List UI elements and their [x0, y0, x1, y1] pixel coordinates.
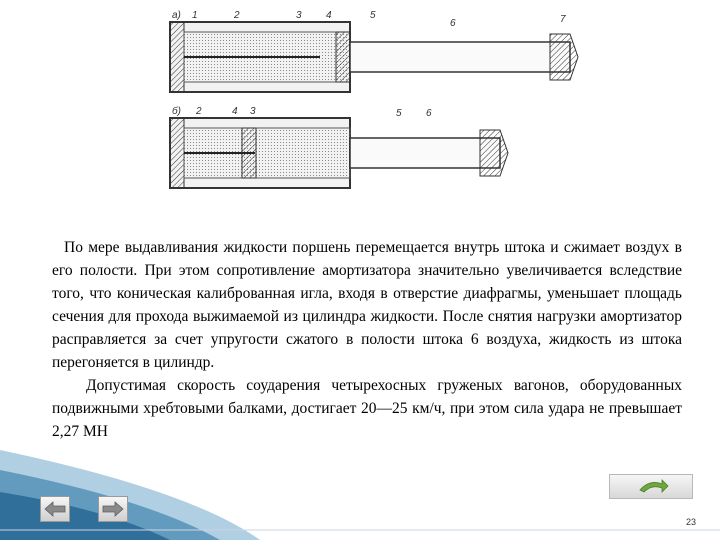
back-button[interactable] — [40, 496, 70, 522]
rod-b — [350, 138, 500, 168]
return-arrow-icon — [610, 475, 692, 498]
rod-a — [350, 42, 570, 72]
view-a — [170, 10, 578, 92]
piston-b — [242, 128, 256, 178]
cylinder-end-a — [170, 22, 184, 92]
label-b-6: 6 — [426, 108, 432, 119]
label-a-5: 5 — [370, 10, 376, 21]
label-a-4: 4 — [326, 10, 332, 21]
shock-absorber-diagram — [150, 0, 590, 210]
label-a-2: 2 — [234, 10, 240, 21]
label-b-4: 4 — [232, 106, 238, 117]
body-text — [52, 236, 682, 443]
label-a-6: 6 — [450, 18, 456, 29]
label-a-7: 7 — [560, 14, 566, 25]
label-a-3: 3 — [296, 10, 302, 21]
page-number: 23 — [685, 517, 696, 527]
arrow-left-icon — [41, 497, 69, 521]
label-b-2: 2 — [196, 106, 202, 117]
label-b-3: 3 — [250, 106, 256, 117]
arrow-right-icon — [99, 497, 127, 521]
label-b: б) — [172, 106, 181, 117]
return-button[interactable] — [609, 474, 693, 499]
label-a-1: 1 — [192, 10, 198, 21]
label-a: а) — [172, 10, 181, 21]
rod-head-a — [550, 34, 578, 80]
forward-button[interactable] — [98, 496, 128, 522]
label-b-5: 5 — [396, 108, 402, 119]
paragraph-1: По мере выдавливания жидкости поршень перемещается внутрь штока и сжимает воздух в его полости. При этом сопротивление амортизатора значительно увеличивается вследствие того, что коническая калиброванная игла, входя в отверстие диафрагмы, уменьшает площадь сечения для прохода выжимаемой из цилиндра жидкости. После снятия нагрузки амортизатор расправляется за счет упругости сжатого в полости штока 6 воздуха, жидкость из штока перегоняется в цилиндр. — [52, 239, 682, 371]
view-b — [170, 105, 508, 188]
piston-a — [336, 32, 350, 82]
rod-head-b — [480, 130, 508, 176]
paragraph-2: Допустимая скорость соударения четырехосных груженых вагонов, оборудованных подвижными хребтовыми балками, достигает 20—25 км/ч, при этом сила удара не превышает 2,27 МН — [52, 377, 682, 440]
cylinder-end-b — [170, 118, 184, 188]
